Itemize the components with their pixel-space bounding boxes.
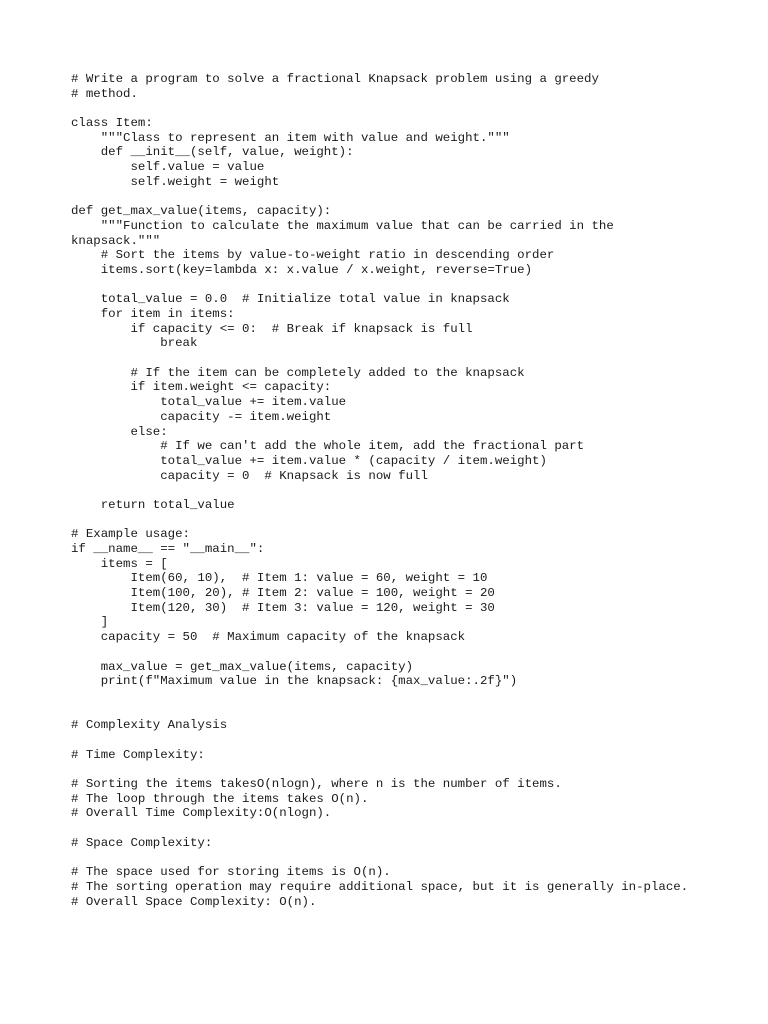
code-line: self.weight = weight	[71, 174, 280, 189]
code-line: def __init__(self, value, weight):	[71, 145, 354, 160]
code-line	[71, 101, 751, 116]
code-line	[71, 821, 751, 836]
code-line: items.sort(key=lambda x: x.value / x.weight, reverse=True)	[71, 262, 533, 277]
code-line: """Class to represent an item with value and weight."""	[71, 130, 510, 145]
code-line: # Complexity Analysis	[71, 718, 228, 733]
code-line: if item.weight <= capacity:	[71, 380, 332, 395]
code-line	[71, 351, 751, 366]
code-line: Item(120, 30) # Item 3: value = 120, weight = 30	[71, 600, 495, 615]
code-line	[71, 645, 751, 660]
code-line	[71, 689, 751, 704]
code-line: # Overall Space Complexity: O(n).	[71, 894, 317, 909]
code-line: def get_max_value(items, capacity):	[71, 204, 332, 219]
code-line: # Space Complexity:	[71, 835, 213, 850]
code-line: capacity -= item.weight	[71, 409, 332, 424]
code-line: # The sorting operation may require additional space, but it is generally in-place.	[71, 879, 689, 894]
code-line: capacity = 50 # Maximum capacity of the knapsack	[71, 630, 466, 645]
code-line	[71, 704, 751, 719]
code-line: class Item:	[71, 116, 153, 131]
code-line	[71, 483, 751, 498]
code-line	[71, 733, 751, 748]
code-line: if capacity <= 0: # Break if knapsack is full	[71, 321, 473, 336]
code-line: total_value = 0.0 # Initialize total value in knapsack	[71, 292, 510, 307]
code-line: # Time Complexity:	[71, 747, 205, 762]
code-line: max_value = get_max_value(items, capacity)	[71, 659, 414, 674]
code-line: Item(60, 10), # Item 1: value = 60, weight = 10	[71, 571, 488, 586]
code-line: # Sort the items by value-to-weight ratio in descending order	[71, 248, 555, 263]
code-line	[71, 762, 751, 777]
code-line: if __name__ == "__main__":	[71, 542, 265, 556]
code-line	[71, 850, 751, 865]
code-line: # If the item can be completely added to the knapsack	[71, 365, 525, 380]
code-line: total_value += item.value * (capacity / item.weight)	[71, 453, 547, 468]
code-line: """Function to calculate the maximum value that can be carried in the	[71, 218, 614, 233]
code-line: # method.	[71, 86, 138, 101]
code-line: total_value += item.value	[71, 395, 347, 410]
code-line: # Overall Time Complexity:O(nlogn).	[71, 806, 332, 821]
code-line: # Example usage:	[71, 527, 190, 542]
code-line: for item in items:	[71, 307, 235, 321]
code-line	[71, 513, 751, 528]
code-line: return total_value	[71, 497, 235, 512]
code-line: items = [	[71, 556, 168, 571]
code-line: Item(100, 20), # Item 2: value = 100, weight = 20	[71, 586, 495, 601]
code-line: # If we can't add the whole item, add the fractional part	[71, 439, 585, 454]
code-line	[71, 278, 751, 293]
code-line	[71, 190, 751, 205]
code-block	[71, 72, 751, 909]
code-line: print(f"Maximum value in the knapsack: {max_value:.2f}")	[71, 674, 518, 689]
code-line: # Write a program to solve a fractional Knapsack problem using a greedy	[71, 72, 599, 86]
code-line: # The loop through the items takes O(n).	[71, 791, 369, 806]
code-line: knapsack."""	[71, 233, 161, 248]
code-line: capacity = 0 # Knapsack is now full	[71, 468, 428, 483]
code-line: ]	[71, 615, 109, 630]
code-line: else:	[71, 424, 168, 439]
code-line: # Sorting the items takesO(nlogn), where n is the number of items.	[71, 777, 562, 791]
code-line: self.value = value	[71, 160, 265, 175]
code-line: # The space used for storing items is O(n).	[71, 865, 391, 880]
code-line: break	[71, 336, 198, 351]
